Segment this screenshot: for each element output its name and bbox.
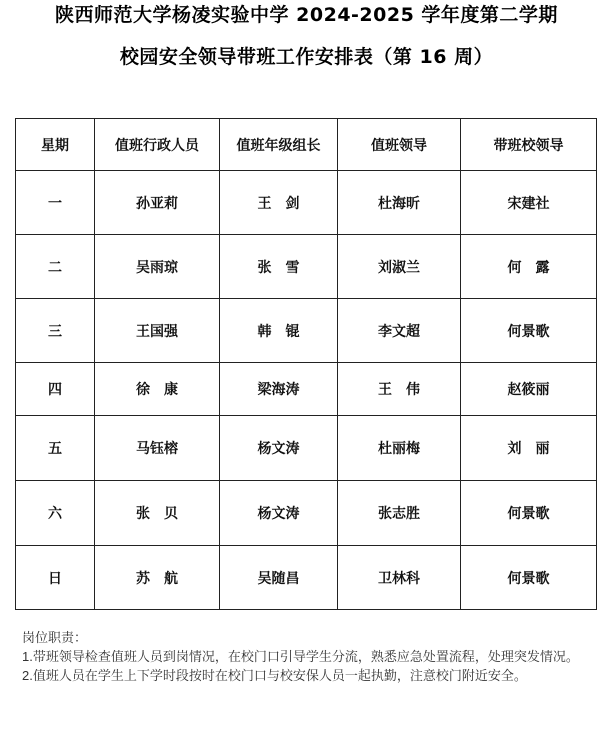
duty-leader-cell: 卫林科 xyxy=(338,546,461,610)
page-title-line2: 校园安全领导带班工作安排表（第 16 周） xyxy=(119,46,494,68)
grade-leader-cell: 杨文涛 xyxy=(220,481,338,546)
admin-staff-cell: 吴雨琼 xyxy=(95,235,220,299)
admin-staff-cell: 苏 航 xyxy=(95,546,220,610)
table-row xyxy=(16,363,597,416)
weekday-cell: 二 xyxy=(16,235,95,299)
weekday-cell: 五 xyxy=(16,416,95,481)
weekday-cell: 日 xyxy=(16,546,95,610)
admin-staff-cell: 徐 康 xyxy=(95,363,220,416)
duty-leader-cell: 张志胜 xyxy=(338,481,461,546)
duty-leader-cell: 杜丽梅 xyxy=(338,416,461,481)
column-header-duty-leader: 值班领导 xyxy=(338,119,461,171)
school-leader-cell: 刘 丽 xyxy=(461,416,597,481)
school-leader-cell: 何景歌 xyxy=(461,299,597,363)
school-leader-cell: 何 露 xyxy=(461,235,597,299)
weekday-cell: 三 xyxy=(16,299,95,363)
weekday-cell: 四 xyxy=(16,363,95,416)
notes-item: 1.带班领导检查值班人员到岗情况，在校门口引导学生分流，熟悉应急处置流程，处理突发情况。 xyxy=(22,649,579,664)
admin-staff-cell: 王国强 xyxy=(95,299,220,363)
weekday-cell: 六 xyxy=(16,481,95,546)
duty-leader-cell: 刘淑兰 xyxy=(338,235,461,299)
table-row xyxy=(16,481,597,546)
grade-leader-cell: 王 剑 xyxy=(220,171,338,235)
grade-leader-cell: 杨文涛 xyxy=(220,416,338,481)
column-header-admin-staff: 值班行政人员 xyxy=(95,119,220,171)
table-row xyxy=(16,299,597,363)
duty-leader-cell: 杜海昕 xyxy=(338,171,461,235)
notes-item: 2.值班人员在学生上下学时段按时在校门口与校安保人员一起执勤，注意校门附近安全。 xyxy=(22,668,527,683)
grade-leader-cell: 张 雪 xyxy=(220,235,338,299)
admin-staff-cell: 张 贝 xyxy=(95,481,220,546)
column-header-school-leader: 带班校领导 xyxy=(461,119,597,171)
table-row xyxy=(16,171,597,235)
notes-heading: 岗位职责： xyxy=(22,630,88,645)
school-leader-cell: 宋建社 xyxy=(461,171,597,235)
column-header-weekday: 星期 xyxy=(16,119,95,171)
duty-schedule-table xyxy=(15,118,597,610)
duty-responsibilities xyxy=(22,628,597,685)
duty-leader-cell: 王 伟 xyxy=(338,363,461,416)
table-header-row xyxy=(16,119,597,171)
table-row xyxy=(16,235,597,299)
school-leader-cell: 赵筱丽 xyxy=(461,363,597,416)
table-row xyxy=(16,546,597,610)
admin-staff-cell: 孙亚莉 xyxy=(95,171,220,235)
admin-staff-cell: 马钰榕 xyxy=(95,416,220,481)
weekday-cell: 一 xyxy=(16,171,95,235)
school-leader-cell: 何景歌 xyxy=(461,546,597,610)
school-leader-cell: 何景歌 xyxy=(461,481,597,546)
grade-leader-cell: 吴随昌 xyxy=(220,546,338,610)
grade-leader-cell: 梁海涛 xyxy=(220,363,338,416)
page-title-line1: 陕西师范大学杨凌实验中学 2024-2025 学年度第二学期 xyxy=(55,4,558,26)
table-row xyxy=(16,416,597,481)
duty-leader-cell: 李文超 xyxy=(338,299,461,363)
grade-leader-cell: 韩 锟 xyxy=(220,299,338,363)
column-header-grade-leader: 值班年级组长 xyxy=(220,119,338,171)
